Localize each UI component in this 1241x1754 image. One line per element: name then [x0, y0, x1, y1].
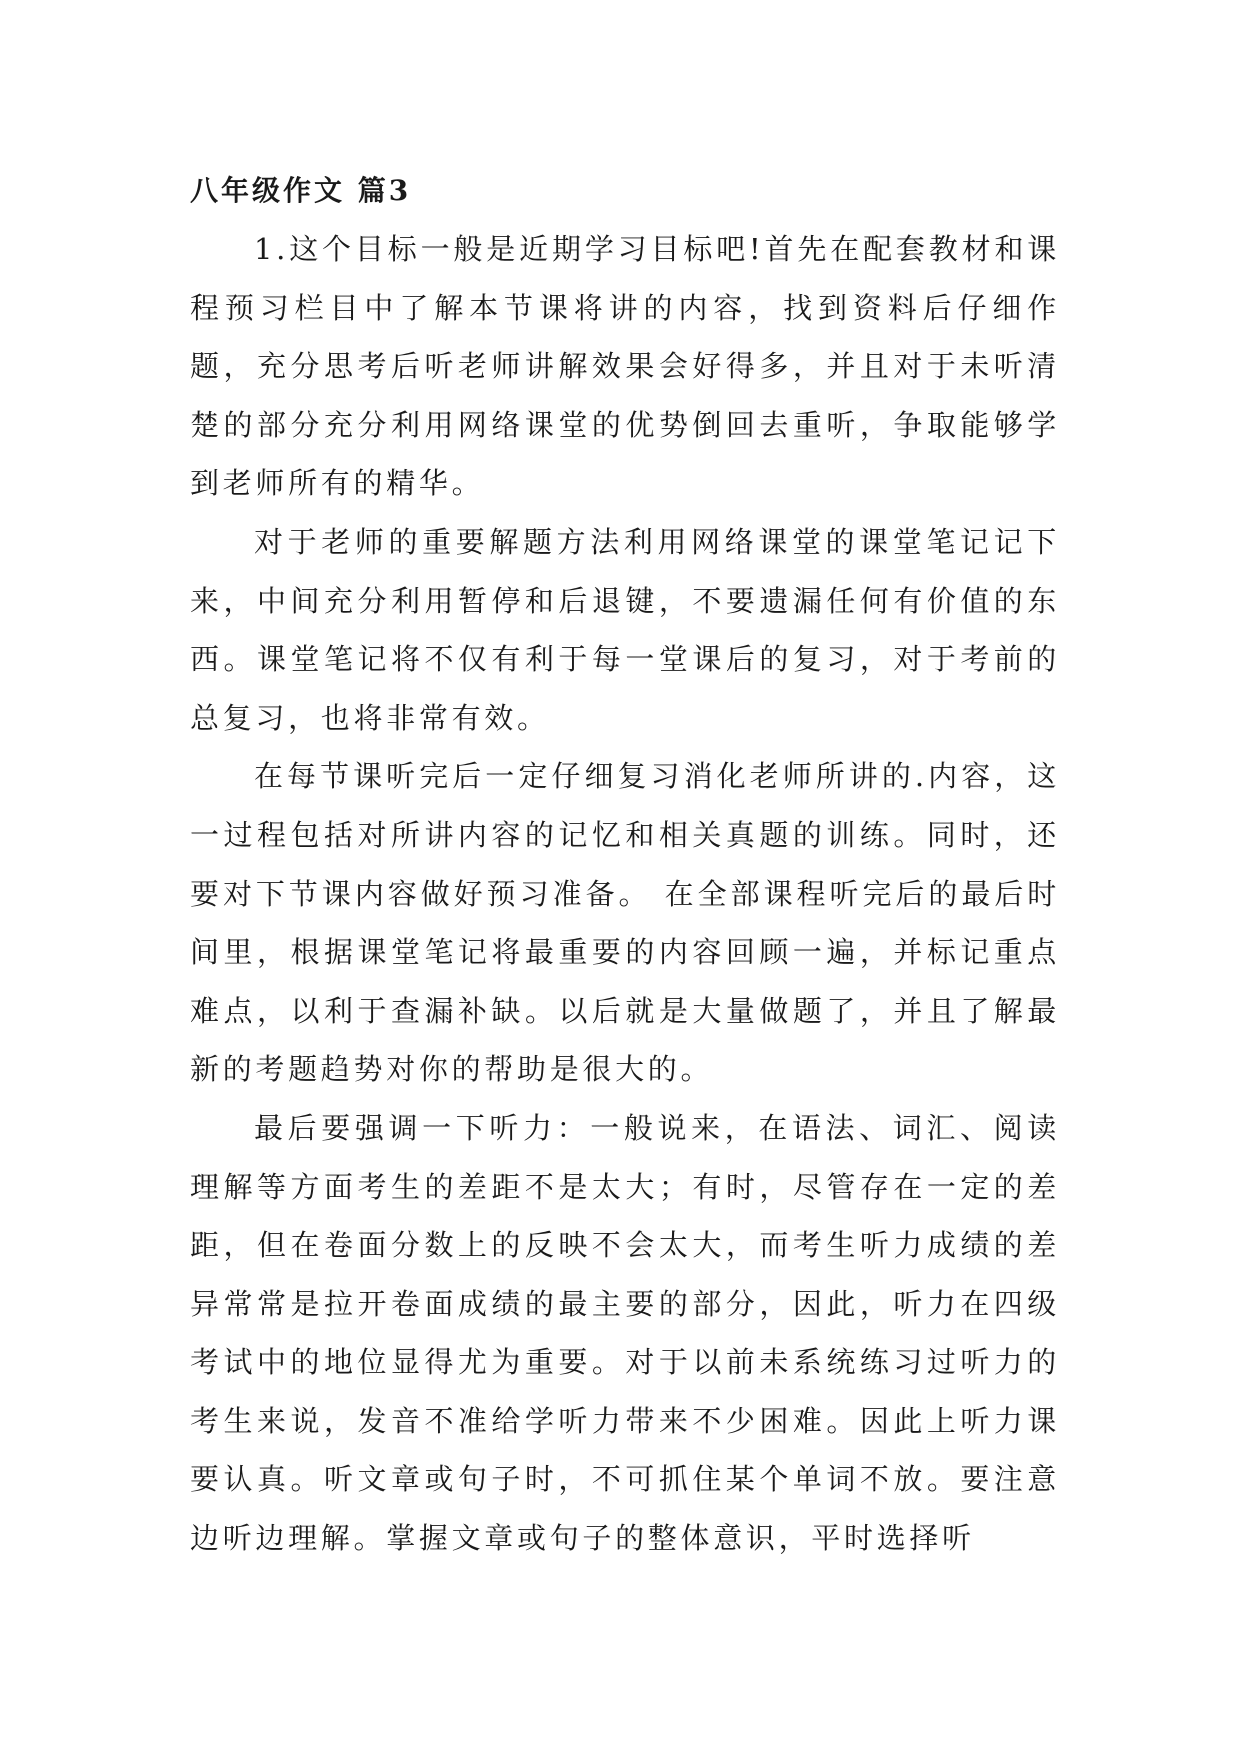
paragraph-3: 在每节课听完后一定仔细复习消化老师所讲的.内容，这一过程包括对所讲内容的记忆和相关真题的训练。同时，还要对下节课内容做好预习准备。 在全部课程听完后的最后时间里，根据课堂笔记将最重要的内容回顾一遍，并标记重点难点，以利于查漏补缺。以后就是大量做题了，并且了解最新的考题趋势对你的帮助是很大的。	[190, 759, 1060, 1087]
document-body	[190, 162, 1060, 1568]
paragraph-4: 最后要强调一下听力：一般说来，在语法、词汇、阅读理解等方面考生的差距不是太大；有时，尽管存在一定的差距，但在卷面分数上的反映不会太大，而考生听力成绩的差异常常是拉开卷面成绩的最主要的部分，因此，听力在四级考试中的地位显得尤为重要。对于以前未系统练习过听力的考生来说，发音不准给学听力带来不少困难。因此上听力课要认真。听文章或句子时，不可抓住某个单词不放。要注意边听边理解。掌握文章或句子的整体意识，平时选择听	[190, 1110, 1060, 1556]
paragraph-2: 对于老师的重要解题方法利用网络课堂的课堂笔记记下来，中间充分利用暂停和后退键，不要遗漏任何有价值的东西。课堂笔记将不仅有利于每一堂课后的复习，对于考前的总复习，也将非常有效。	[190, 524, 1060, 735]
paragraph-1: 1.这个目标一般是近期学习目标吧!首先在配套教材和课程预习栏目中了解本节课将讲的内容，找到资料后仔细作题，充分思考后听老师讲解效果会好得多，并且对于未听清楚的部分充分利用网络课堂的优势倒回去重听，争取能够学到老师所有的精华。	[190, 232, 1060, 501]
document-title: 八年级作文 篇3	[190, 174, 412, 207]
